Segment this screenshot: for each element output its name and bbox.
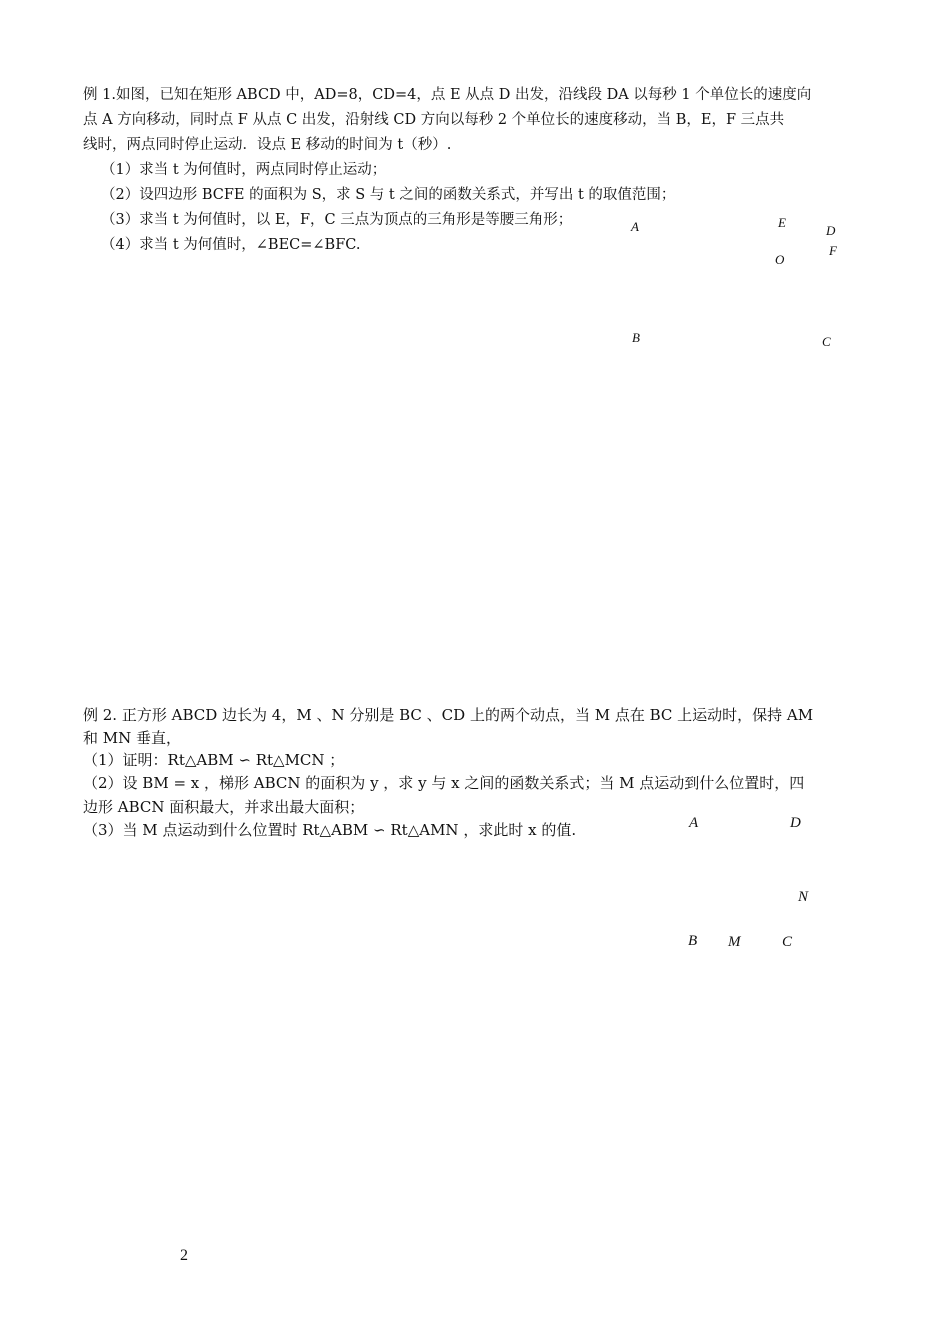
example2-line-1: 例 2. 正方形 ABCD 边长为 4，M 、N 分别是 BC 、CD 上的两个动点，当 M 点在 BC 上运动时，保持 AM	[83, 706, 814, 724]
example1-question-3: （3）求当 t 为何值时，以 E，F，C 三点为顶点的三角形是等腰三角形；	[101, 212, 573, 228]
fig1-label-f: F	[829, 243, 837, 258]
fig1-label-e: E	[778, 215, 786, 230]
example2-question-2: （2）设 BM = x ，梯形 ABCN 的面积为 y ，求 y 与 x 之间的函数关系式；当 M 点运动到什么位置时，四	[83, 774, 805, 792]
example2-question-2-cont: 边形 ABCN 面积最大，并求出最大面积；	[83, 798, 365, 816]
fig1-label-a: A	[631, 219, 639, 234]
example2-question-1: （1）证明：Rt△ABM ∽ Rt△MCN ；	[83, 751, 345, 769]
example1-question-4: （4）求当 t 为何值时，∠BEC=∠BFC.	[101, 237, 361, 253]
fig1-label-o: O	[775, 252, 785, 267]
fig2-label-c: C	[782, 934, 793, 950]
fig2-label-n: N	[798, 889, 809, 905]
fig2-label-a: A	[689, 815, 699, 831]
example1-question-2: （2）设四边形 BCFE 的面积为 S，求 S 与 t 之间的函数关系式，并写出 t 的取值范围；	[101, 187, 676, 203]
fig2-label-d: D	[790, 815, 801, 831]
page-number: 2	[180, 1247, 188, 1264]
example1-line-2: 点 A 方向移动，同时点 F 从点 C 出发，沿射线 CD 方向以每秒 2 个单位长的速度移动，当 B，E，F 三点共	[83, 112, 785, 128]
fig1-label-d: D	[826, 223, 836, 238]
fig1-label-c: C	[822, 334, 831, 349]
fig2-label-m: M	[728, 934, 741, 950]
example1-line-3: 线时，两点同时停止运动．设点 E 移动的时间为 t（秒）.	[83, 137, 452, 153]
fig1-label-b: B	[632, 330, 640, 345]
example2-line-2: 和 MN 垂直，	[83, 729, 182, 747]
fig2-label-b: B	[688, 933, 698, 949]
example1-question-1: （1）求当 t 为何值时，两点同时停止运动；	[101, 162, 387, 178]
example1-line-1: 例 1.如图，已知在矩形 ABCD 中，AD=8，CD=4，点 E 从点 D 出发，沿线段 DA 以每秒 1 个单位长的速度向	[83, 87, 812, 103]
example2-question-3: （3）当 M 点运动到什么位置时 Rt△ABM ∽ Rt△AMN ，求此时 x 的值.	[83, 821, 577, 839]
